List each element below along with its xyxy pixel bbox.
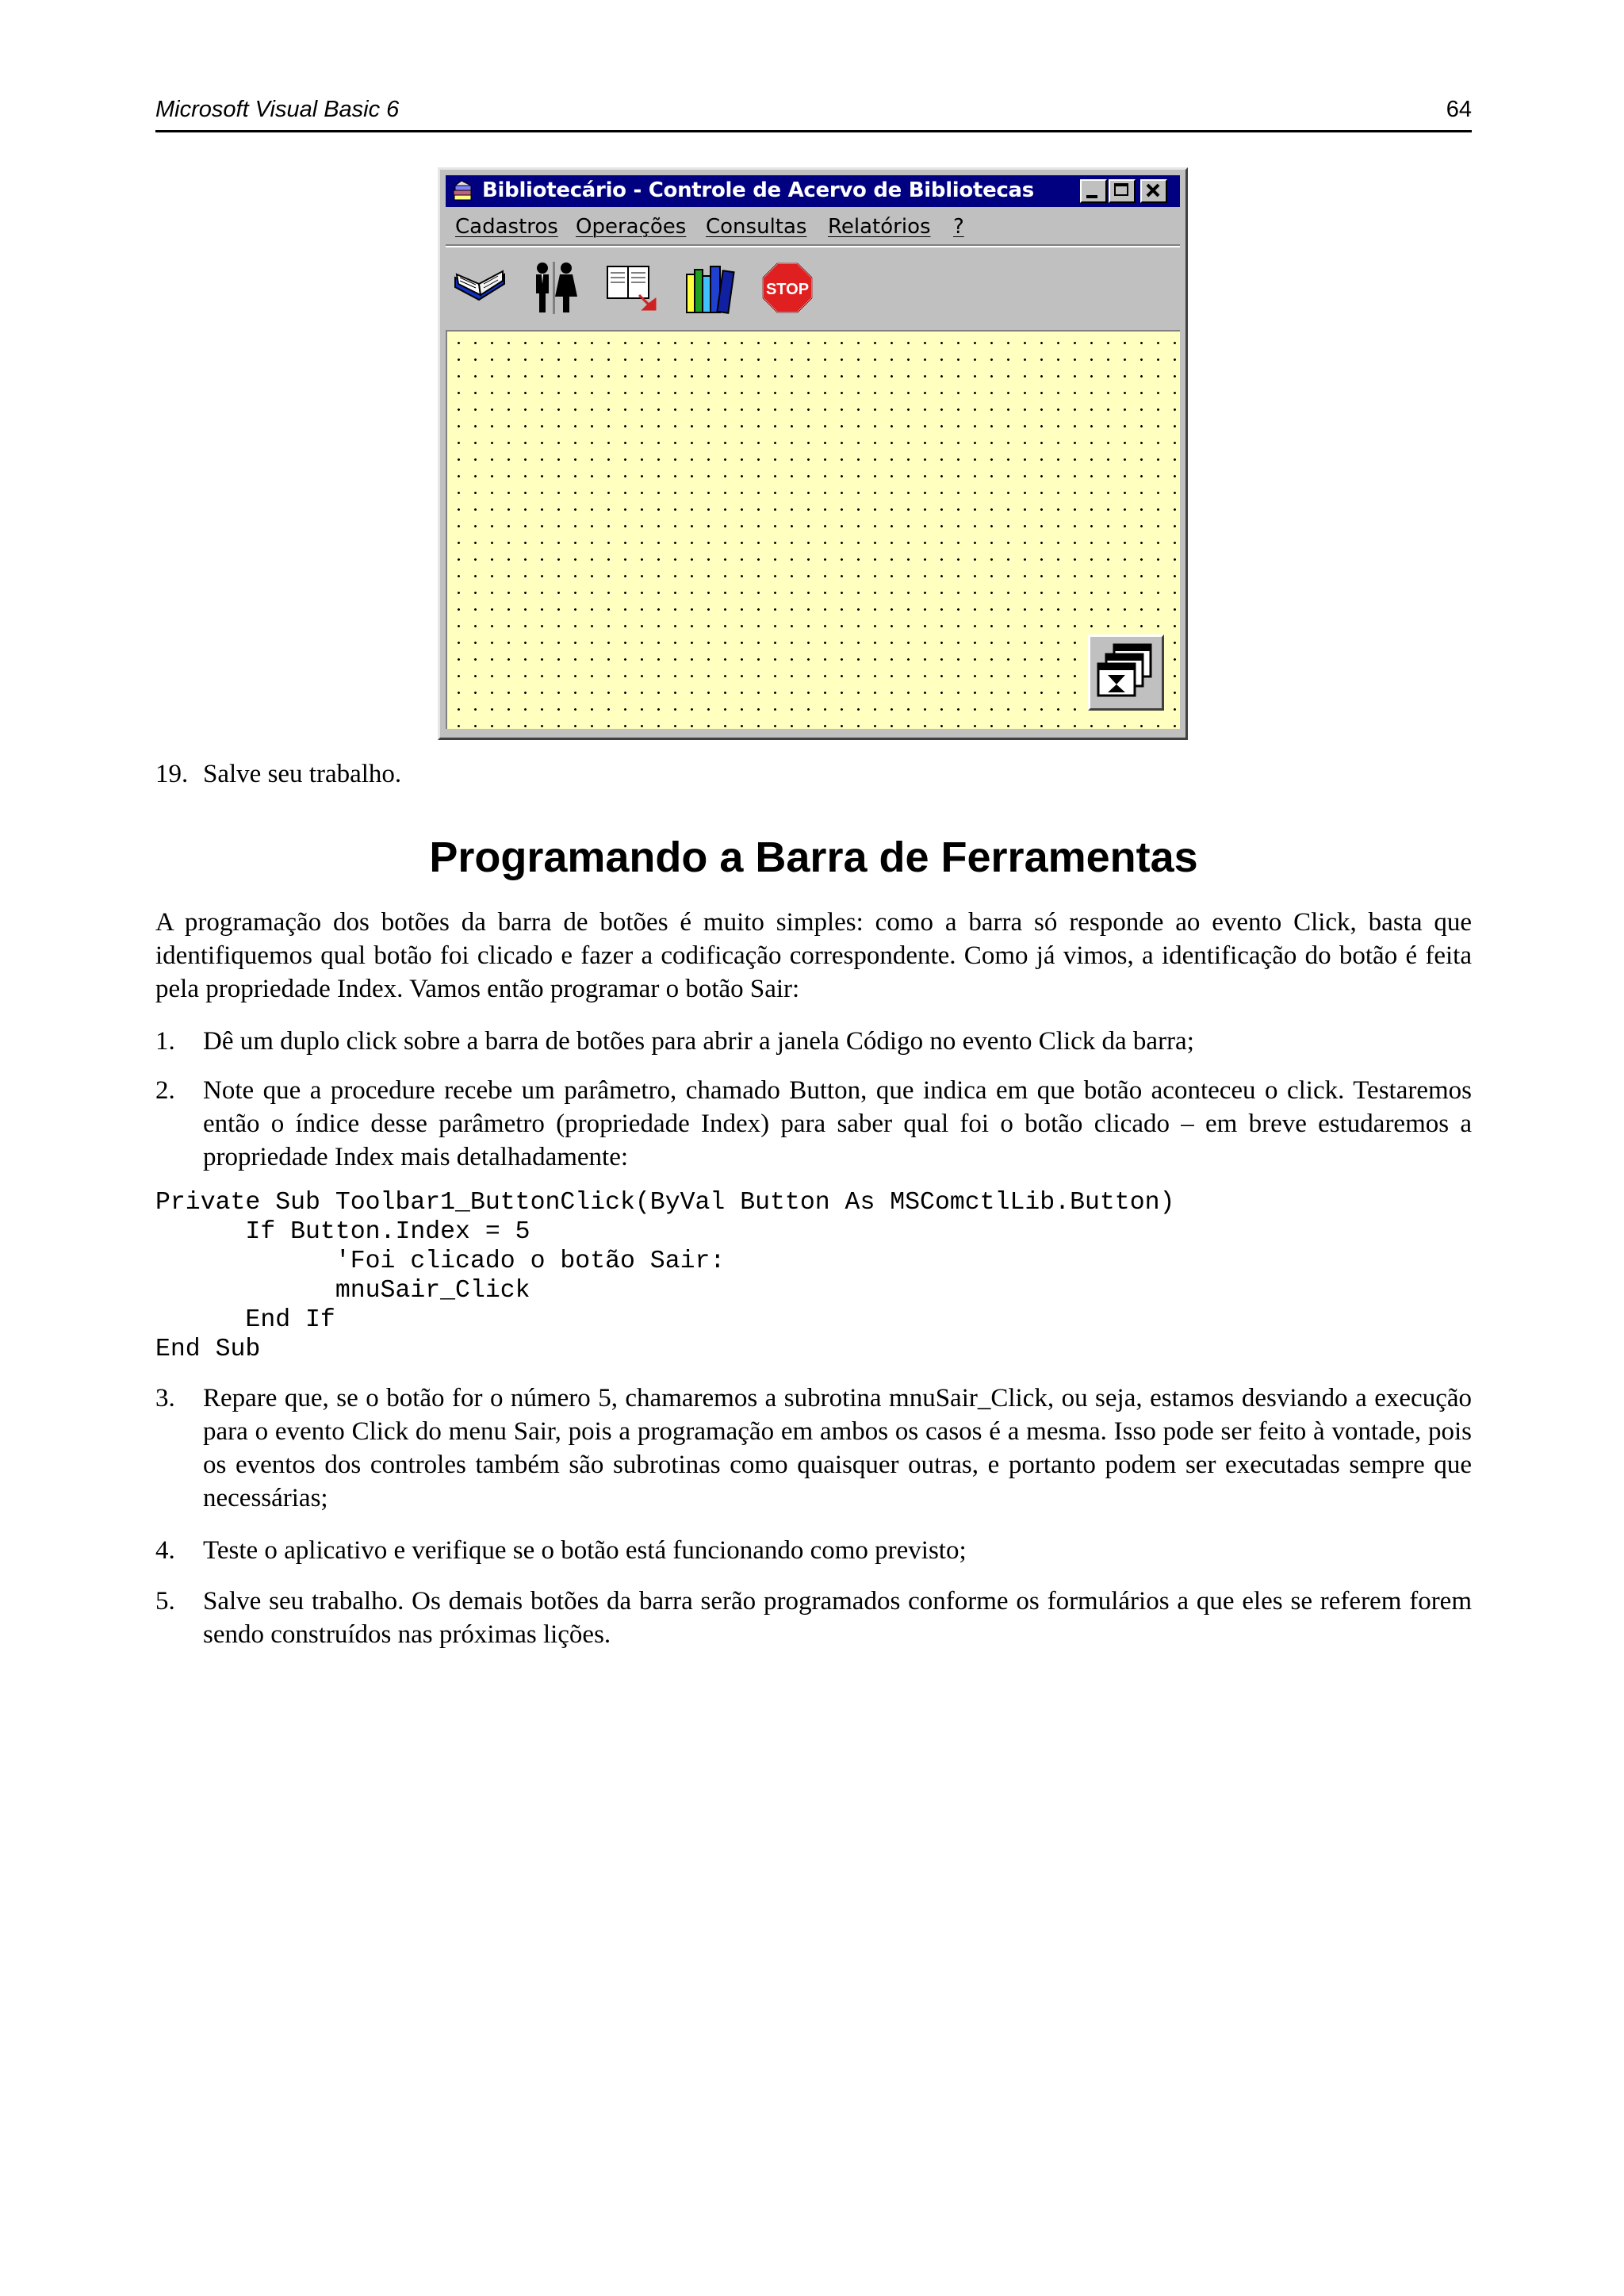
item-number: 19. [155,760,189,788]
people-icon[interactable] [528,260,584,316]
list-item-2 [155,1074,1472,1174]
image-list-control[interactable] [1088,634,1164,711]
code-line: If Button.Index = 5 [155,1218,530,1246]
code-block [155,1188,1174,1364]
stop-sign-icon[interactable] [760,260,815,316]
window-title: Bibliotecário - Controle de Acervo de Bibliotecas [482,178,1034,202]
books-icon[interactable] [684,260,739,316]
item-number: 4. [155,1536,175,1565]
menu-bar [446,210,1180,243]
close-button[interactable] [1140,179,1167,203]
menu-relatorios[interactable]: Relatórios [828,215,931,239]
page-number: 64 [1446,97,1472,122]
intro-paragraph: A programação dos botões da barra de botões é muito simples: como a barra só responde ao evento Click, basta que identifiquemos qual botão foi clicado e fazer a codificação correspondente. Como já vimos, a identificação do botão é feita pela propriedade Index. Vamos então programar o botão Sair: [155,908,1472,1003]
list-item-4 [155,1534,1472,1567]
list-item-3 [155,1382,1472,1515]
item-number: 3. [155,1384,175,1412]
books-app-icon [450,179,474,203]
minimize-button[interactable] [1080,179,1107,203]
form-design-area [446,330,1180,729]
list-item-1 [155,1025,1472,1058]
book-search-icon[interactable] [604,260,660,316]
menu-help[interactable]: ? [953,215,964,239]
open-book-icon[interactable] [452,260,508,316]
item-number: 5. [155,1587,175,1616]
close-icon [1142,181,1166,201]
item-text: Dê um duplo click sobre a barra de botões para abrir a janela Código no evento Click da barra; [203,1027,1194,1056]
menu-operacoes[interactable]: Operações [576,215,687,239]
item-text: Teste o aplicativo e verifique se o botão está funcionando como previsto; [203,1536,967,1565]
code-line: Private Sub Toolbar1_ButtonClick(ByVal Button As MSComctlLib.Button) [155,1189,1175,1217]
code-line: mnuSair_Click [155,1277,530,1305]
code-line: 'Foi clicado o botão Sair: [155,1248,726,1275]
header-title: Microsoft Visual Basic 6 [155,97,400,122]
list-item-19 [155,757,1472,791]
item-text: Note que a procedure recebe um parâmetro, chamado Button, que indica em que botão aconteceu o click. Testaremos então o índice desse parâmetro (propriedade Index) para saber qual foi o botão clicado – em breve estudaremos a propriedade Index mais detalhadamente: [203,1076,1472,1171]
toolbar [446,249,1180,325]
maximize-button[interactable] [1109,179,1136,203]
item-number: 2. [155,1076,175,1105]
item-text: Salve seu trabalho. Os demais botões da barra serão programados conforme os formulários a que eles se referem forem sendo construídos nas próximas lições. [203,1587,1472,1649]
item-number: 1. [155,1027,175,1056]
cascade-windows-icon [1090,637,1162,708]
stop-sign-label: STOP [765,281,810,298]
code-line: End Sub [155,1336,261,1363]
list-item-5 [155,1585,1472,1651]
item-text: Salve seu trabalho. [203,760,402,788]
item-text: Repare que, se o botão for o número 5, chamaremos a subrotina mnuSair_Click, ou seja, estamos desviando a execução para o evento Click do menu Sair, pois a programação em ambos os casos é a mesma. Isso pode ser feito à vontade, pois os eventos dos controles também são subrotinas como quaisquer outras, e portanto podem ser executadas sempre que necessárias; [203,1384,1472,1512]
section-title: Programando a Barra de Ferramentas [429,834,1198,881]
page-header [155,95,1472,132]
menu-cadastros[interactable]: Cadastros [455,215,558,239]
app-window-screenshot [438,167,1188,740]
menu-separator [446,244,1180,247]
menu-consultas[interactable]: Consultas [706,215,807,239]
window-titlebar [446,175,1180,207]
code-line: End If [155,1306,335,1334]
